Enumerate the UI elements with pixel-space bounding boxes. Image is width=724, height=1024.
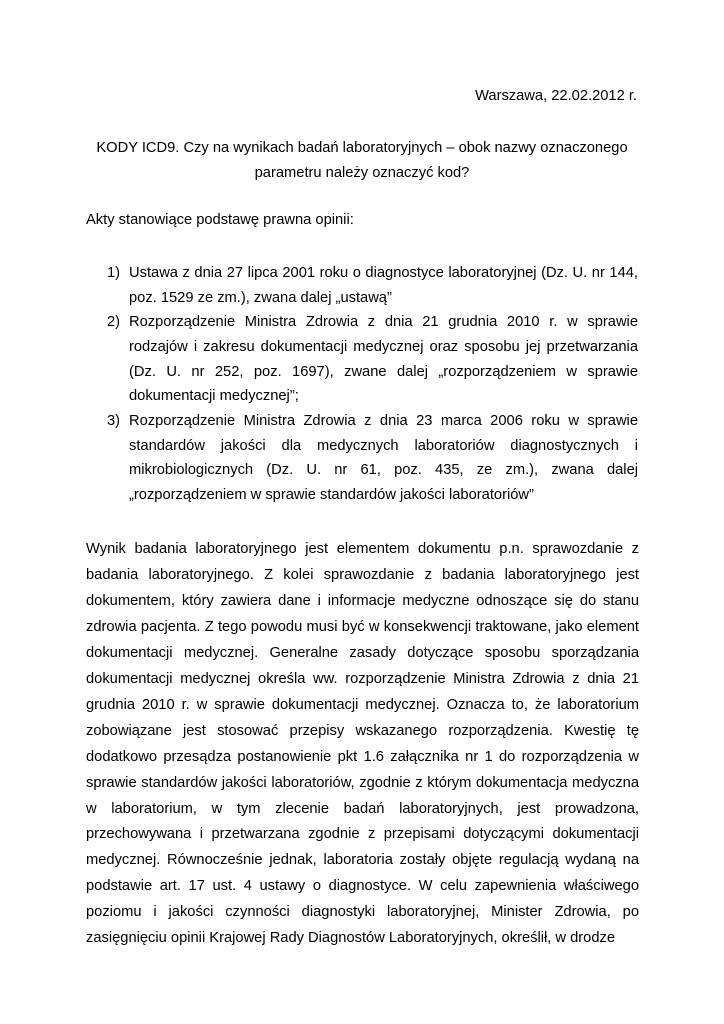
legal-act-text: Ustawa z dnia 27 lipca 2001 roku o diagnostyce laboratoryjnej (Dz. U. nr 144, poz. 1529 ze zm.), zwana dalej „ustawą” xyxy=(129,265,638,306)
body-paragraph: Wynik badania laboratoryjnego jest elementem dokumentu p.n. sprawozdanie z badania laboratoryjnego. Z kolei sprawozdanie z badania laboratoryjnego jest dokumentem, który zawiera dane i informacje medyczne odnoszące się do stanu zdrowia pacjenta. Z tego powodu musi być w konsekwencji traktowane, jako element dokumentacji medycznej. Generalne zasady dotyczące sposobu sporządzania dokumentacji medycznej określa ww. rozporządzenie Ministra Zdrowia z dnia 21 grudnia 2010 r. w sprawie dokumentacji medycznej. Oznacza to, że laboratorium zobowiązane jest stosować przepisy wskazanego rozporządzenia. Kwestię tę dodatkowo przesądza postanowienie pkt 1.6 załącznika nr 1 do rozporządzenia w sprawie standardów jakości laboratoriów, zgodnie z którym dokumentacja medyczna w laboratorium, w tym zlecenie badań laboratoryjnych, jest prowadzona, przechowywana i przetwarzana zgodnie z przepisami dotyczącymi dokumentacji medycznej. Równocześnie jednak, laboratoria zostały objęte regulacją wydaną na podstawie art. 17 ust. 4 ustawy o diagnostyce. W celu zapewnienia właściwego poziomu i jakości czynności diagnostyki laboratoryjnej, Minister Zdrowia, po zasięgnięciu opinii Krajowej Rady Diagnostów Laboratoryjnych, określił, w drodze xyxy=(86,541,639,947)
legal-act-number: 3) xyxy=(107,412,121,429)
document-date: Warszawa, 22.02.2012 r. xyxy=(475,88,637,104)
legal-act-item xyxy=(86,310,638,409)
legal-act-item xyxy=(86,261,638,310)
legal-act-item xyxy=(86,409,638,508)
legal-act-text: Rozporządzenie Ministra Zdrowia z dnia 21 grudnia 2010 r. w sprawie rodzajów i zakresu dokumentacji medycznej oraz sposobu jej przetwarzania (Dz. U. nr 252, poz. 1697), zwane dalej „rozporządzeniem w sprawie dokumentacji medycznej”; xyxy=(129,314,638,405)
legal-act-number: 1) xyxy=(107,265,121,281)
legal-act-text: Rozporządzenie Ministra Zdrowia z dnia 23 marca 2006 roku w sprawie standardów jakości dla medycznych laboratoriów diagnostycznych i mikrobiologicznych (Dz. U. nr 61, poz. 435, ze zm.), zwana dalej „rozporządzeniem w sprawie standardów jakości laboratoriów” xyxy=(129,412,638,503)
document-title: KODY ICD9. Czy na wynikach badań laboratoryjnych – obok nazwy oznaczonego parametru należy oznaczyć kod? xyxy=(96,140,628,181)
legal-basis-heading: Akty stanowiące podstawę prawna opinii: xyxy=(86,212,354,228)
legal-acts-list xyxy=(86,261,638,508)
legal-act-number: 2) xyxy=(107,314,121,331)
